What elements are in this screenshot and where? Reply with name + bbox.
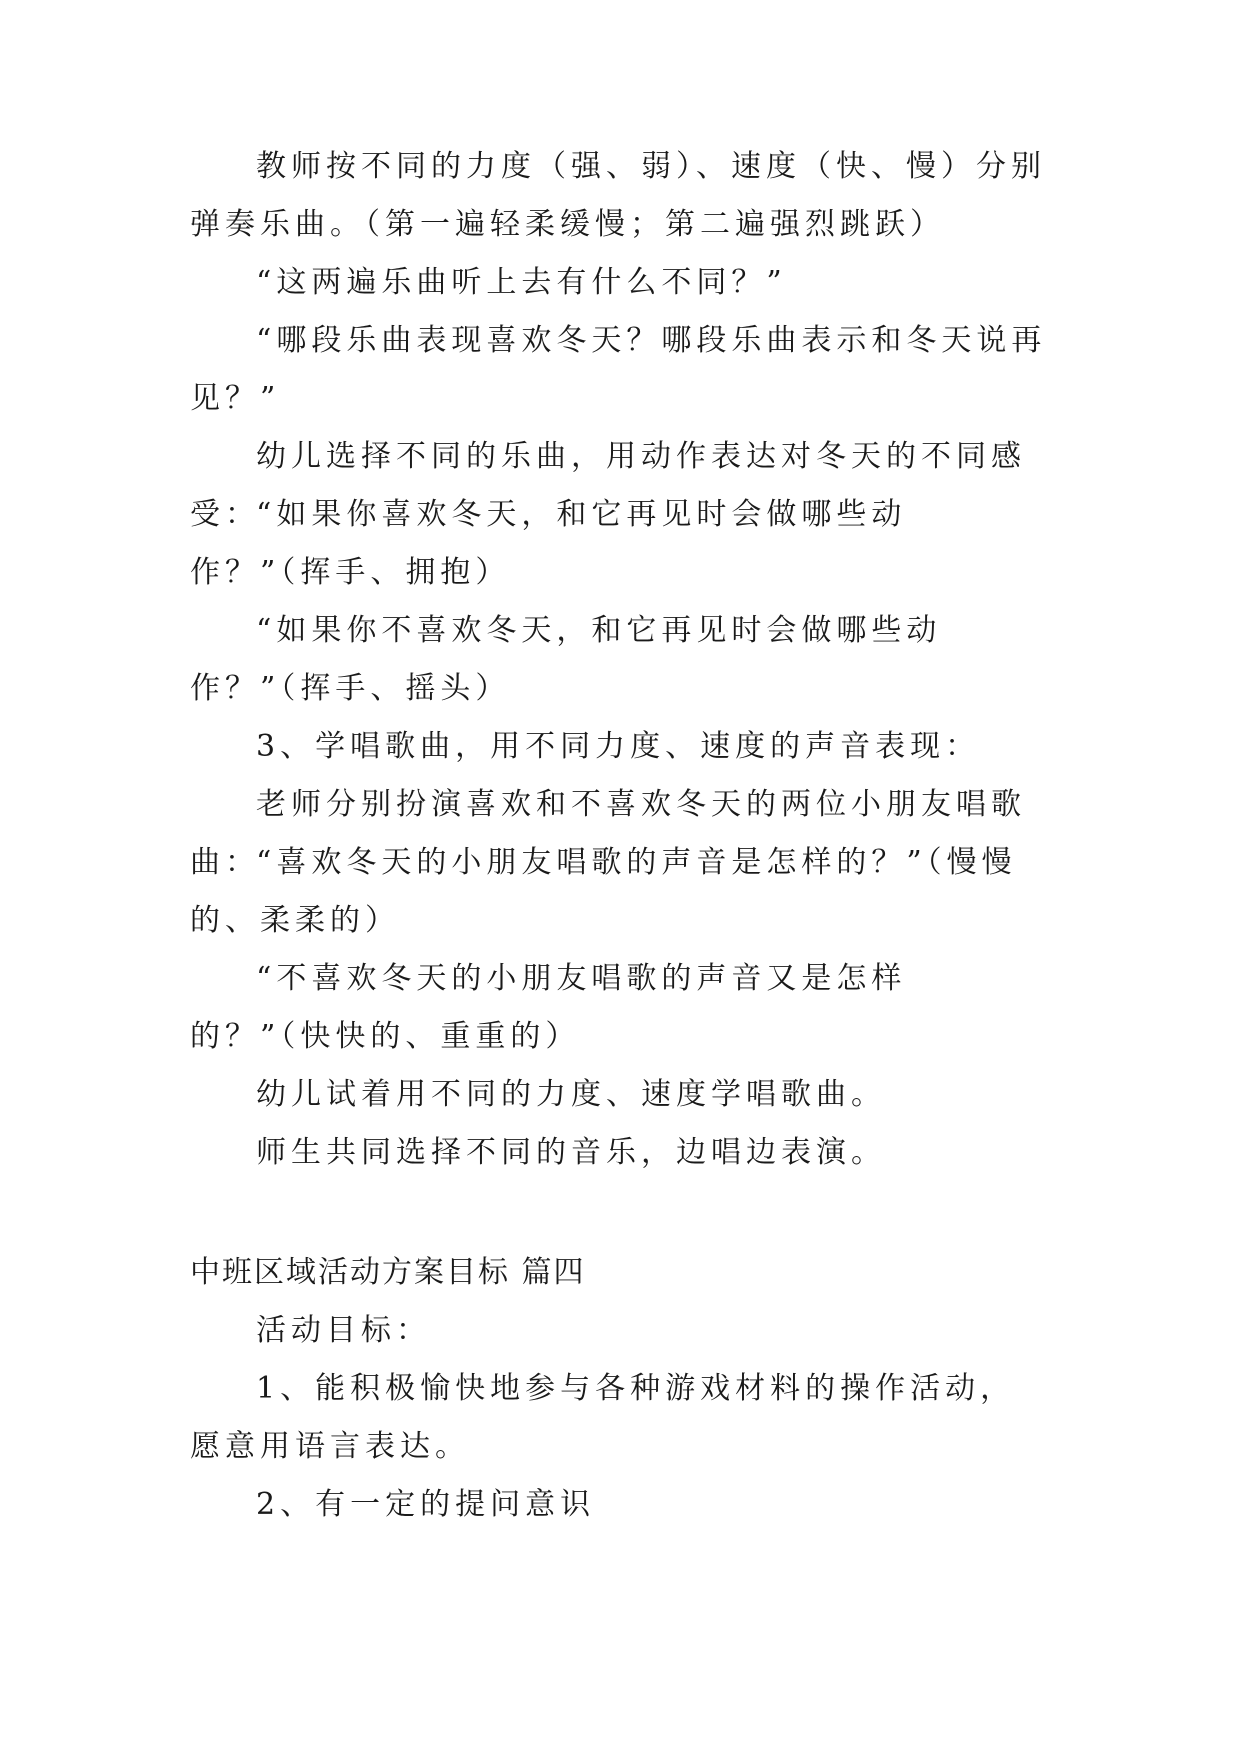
paragraph-children-try: 幼儿试着用不同的力度、速度学唱歌曲。 bbox=[256, 1077, 886, 1112]
paragraph-dislike-winter-voice: “不喜欢冬天的小朋友唱歌的声音又是怎样的？”（快快的、重重的） bbox=[190, 961, 907, 1054]
paragraph-teacher-roles: 老师分别扮演喜欢和不喜欢冬天的两位小朋友唱歌曲： bbox=[190, 787, 1026, 880]
paragraph-step-3: 3、学唱歌曲，用不同力度、速度的声音表现： bbox=[256, 729, 981, 764]
paragraph-children-choose: 幼儿选择不同的乐曲，用动作表达对冬天的不同感受： bbox=[190, 439, 1026, 532]
paragraph-goal-1: 1、能积极愉快地参与各种游戏材料的操作活动，愿意用语言表达。 bbox=[190, 1371, 1016, 1464]
paragraph-teacher-students-perform: 师生共同选择不同的音乐，边唱边表演。 bbox=[256, 1135, 886, 1170]
paragraph-activity-goals-label: 活动目标： bbox=[256, 1313, 431, 1348]
paragraph-if-dislike-winter: “如果你不喜欢冬天，和它再见时会做哪些动作？”（挥手、摇头） bbox=[190, 613, 942, 706]
paragraph-question-difference: “这两遍乐曲听上去有什么不同？” bbox=[256, 265, 787, 300]
section-heading: 中班区域活动方案目标 篇四 bbox=[190, 1255, 586, 1290]
paragraph-goal-2: 2、有一定的提问意识 bbox=[256, 1487, 596, 1522]
paragraph-like-winter-voice: “喜欢冬天的小朋友唱歌的声音是怎样的？”（慢慢的、柔柔的） bbox=[190, 845, 1017, 938]
paragraph-teacher-plays: 教师按不同的力度（强、弱）、速度（快、慢）分别弹奏乐曲。（第一遍轻柔缓慢；第二遍强烈跳跃） bbox=[190, 149, 1046, 242]
paragraph-question-which-music: “哪段乐曲表现喜欢冬天？哪段乐曲表示和冬天说再见？” bbox=[190, 323, 1047, 416]
paragraph-if-like-winter: “如果你喜欢冬天，和它再见时会做哪些动作？”（挥手、拥抱） bbox=[190, 497, 907, 590]
